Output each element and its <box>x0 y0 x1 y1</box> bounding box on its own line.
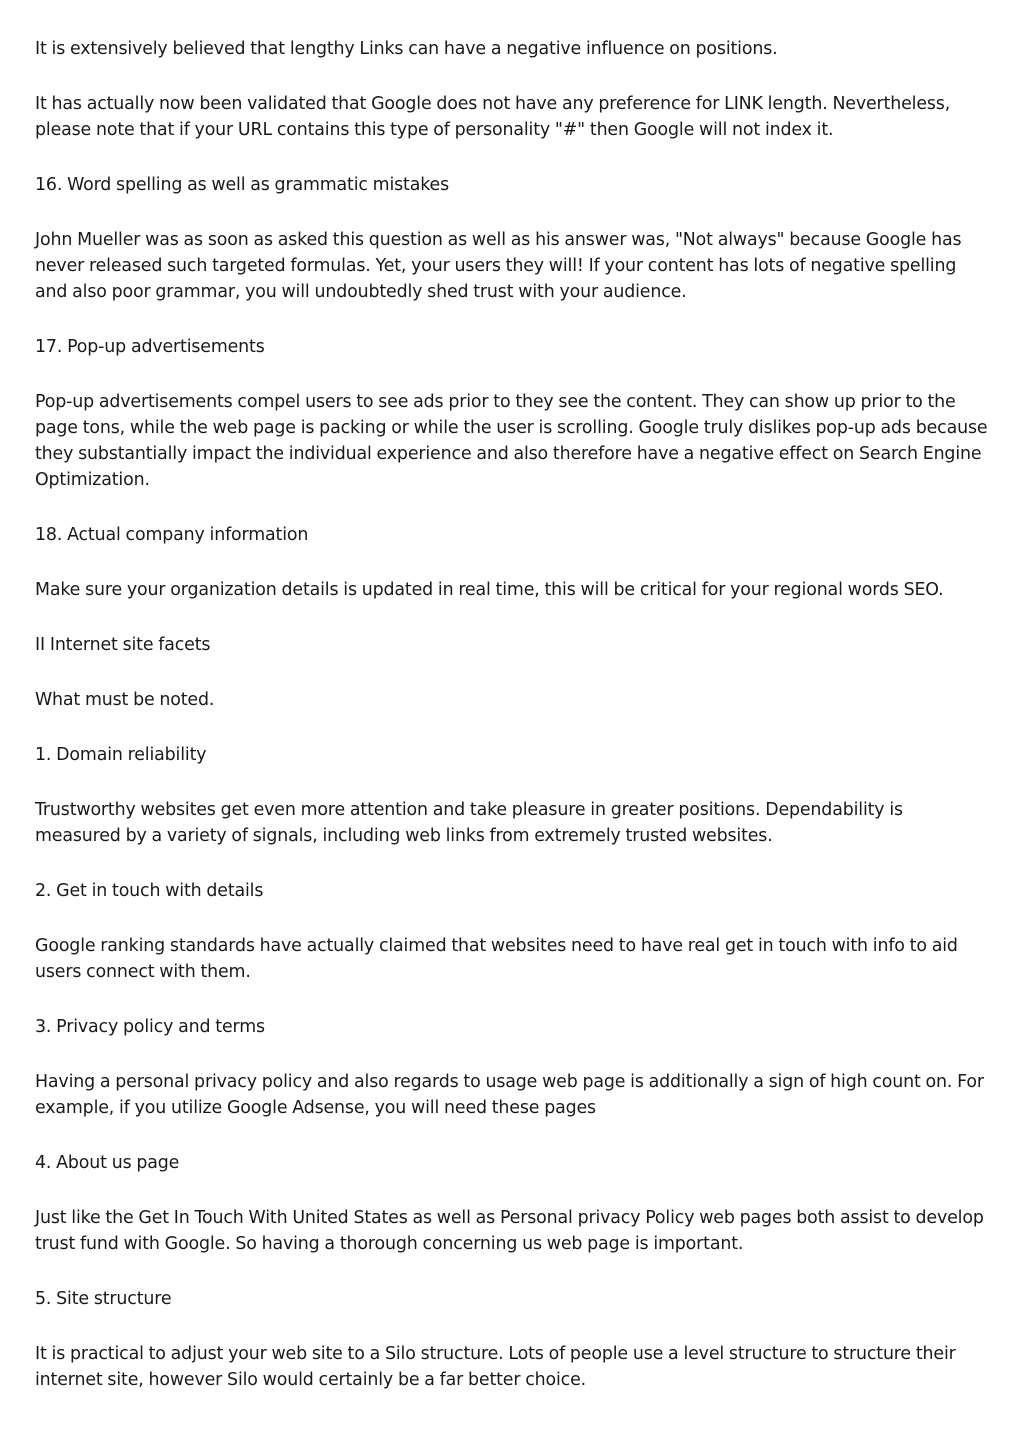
paragraph-about-us: Just like the Get In Touch With United States as well as Personal privacy Policy web pages both assist to develop trust fund with Google. So having a thorough concerning us web page is important. <box>35 1208 984 1254</box>
heading-16-spelling-grammar: 16. Word spelling as well as grammatic mistakes <box>35 175 449 195</box>
paragraph-privacy-terms: Having a personal privacy policy and also regards to usage web page is additionally a sign of high count on. For example, if you utilize Google Adsense, you will need these pages <box>35 1072 984 1118</box>
heading-4-about-us: 4. About us page <box>35 1153 180 1173</box>
heading-ii-site-facets: II Internet site facets <box>35 635 211 655</box>
paragraph-contact-details: Google ranking standards have actually claimed that websites need to have real get in touch with info to aid users connect with them. <box>35 936 958 982</box>
heading-2-contact-details: 2. Get in touch with details <box>35 881 264 901</box>
paragraph-url-length-validated: It has actually now been validated that Google does not have any preference for LINK length. Nevertheless, please note that if your URL contains this type of personality "#" then Google will not index it. <box>35 94 951 140</box>
paragraph-url-length-belief: It is extensively believed that lengthy Links can have a negative influence on positions. <box>35 39 778 59</box>
paragraph-what-noted: What must be noted. <box>35 690 215 710</box>
paragraph-domain-reliability: Trustworthy websites get even more attention and take pleasure in greater positions. Dependability is measured by a variety of signals, including web links from extremely trusted websites. <box>35 800 903 846</box>
paragraph-site-structure: It is practical to adjust your web site to a Silo structure. Lots of people use a level structure to structure their internet site, however Silo would certainly be a far better choice. <box>35 1344 956 1390</box>
heading-3-privacy-terms: 3. Privacy policy and terms <box>35 1017 265 1037</box>
heading-18-company-info: 18. Actual company information <box>35 525 309 545</box>
paragraph-john-mueller: John Mueller was as soon as asked this question as well as his answer was, "Not always" because Google has never released such targeted formulas. Yet, your users they will! If your content has lots of negative spelling and also poor grammar, you will undoubtedly shed trust with your audience. <box>35 230 962 302</box>
paragraph-popup-ads: Pop-up advertisements compel users to see ads prior to they see the content. They can show up prior to the page tons, while the web page is packing or while the user is scrolling. Google truly dislikes pop-up ads because they substantially impact the individual experience and also therefore have a negative effect on Search Engine Optimization. <box>35 392 988 490</box>
heading-17-popup-ads: 17. Pop-up advertisements <box>35 337 265 357</box>
paragraph-company-info: Make sure your organization details is updated in real time, this will be critical for your regional words SEO. <box>35 580 944 600</box>
heading-1-domain-reliability: 1. Domain reliability <box>35 745 207 765</box>
heading-5-site-structure: 5. Site structure <box>35 1289 172 1309</box>
